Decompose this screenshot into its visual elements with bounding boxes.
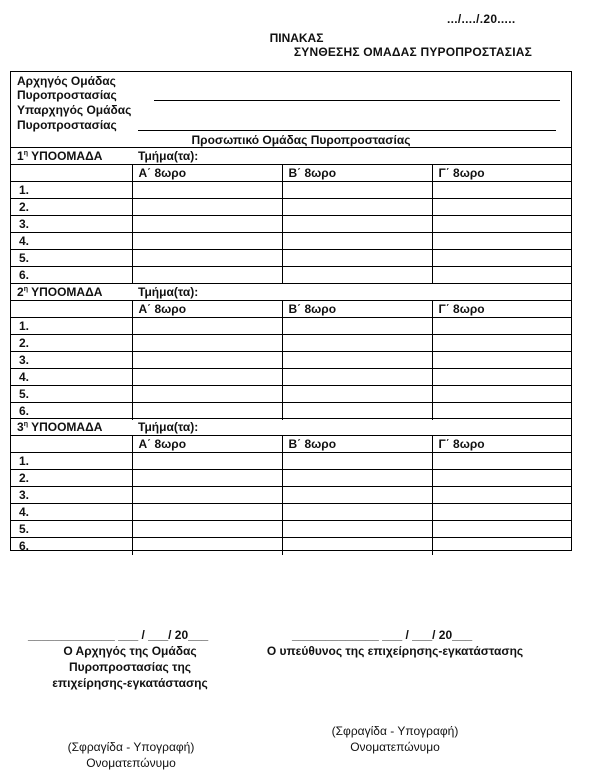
subgroup-table-2 [11, 283, 571, 420]
deputy-label-line2: Πυροπροστασίας [17, 118, 117, 132]
fire-team-form [10, 71, 572, 554]
table-row: 6. [11, 403, 571, 420]
table-row: 2. [11, 470, 571, 487]
table-row: 5. [11, 521, 571, 538]
left-signature-title-line1: Ο Αρχηγός της Ομάδας [63, 644, 197, 658]
shift-b-header: Β΄ 8ωρο [282, 165, 432, 182]
leader-label-line2: Πυροπροστασίας [17, 88, 117, 102]
shift-c-header: Γ΄ 8ωρο [432, 165, 571, 182]
right-signature-title: Ο υπεύθυνος της επιχείρησης-εγκατάστασης [266, 644, 524, 658]
blank-cell [11, 436, 132, 453]
subgroup-heading: $1^\eta$ ΥΠΟΟΜΑΔΑ [11, 148, 132, 165]
table-row: 4. [11, 369, 571, 386]
table-row: 3. [11, 487, 571, 504]
table-row: 5. [11, 386, 571, 403]
table-row: 1. [11, 182, 571, 199]
shift-a-header: Α΄ 8ωρο [132, 165, 282, 182]
table-row: 6. [11, 267, 571, 284]
shift-a-header: Α΄ 8ωρο [132, 301, 282, 318]
table-row: 6. [11, 538, 571, 555]
personnel-title: Προσωπικό Ομάδας Πυροπροστασίας [191, 133, 411, 147]
table-row: 2. [11, 199, 571, 216]
subgroup-table-1 [11, 147, 571, 284]
shift-b-header: Β΄ 8ωρο [282, 436, 432, 453]
section-label: Τμήμα(τα): [132, 148, 571, 165]
table-row: 5. [11, 250, 571, 267]
shift-c-header: Γ΄ 8ωρο [432, 436, 571, 453]
right-stamp-label: (Σφραγίδα - Υπογραφή) [331, 724, 459, 738]
page-subtitle: ΣΥΝΘΕΣΗΣ ΟΜΑΔΑΣ ΠΥΡΟΠΡΟΣΤΑΣΙΑΣ [293, 45, 532, 59]
table-row: 1. [11, 318, 571, 335]
section-label: Τμήμα(τα): [132, 419, 571, 436]
subgroup-table-3 [11, 418, 571, 555]
subgroup-heading: $2^\eta$ ΥΠΟΟΜΑΔΑ [11, 284, 132, 301]
left-stamp-label: (Σφραγίδα - Υπογραφή) [67, 740, 195, 754]
leader-name-line[interactable] [154, 100, 560, 101]
shift-c-header: Γ΄ 8ωρο [432, 301, 571, 318]
deputy-label-line1: Υπαρχηγός Ομάδας [17, 103, 132, 117]
right-name-label: Ονοματεπώνυμο [350, 740, 440, 754]
page-title: ΠΙΝΑΚΑΣ [269, 31, 324, 45]
table-row: 3. [11, 216, 571, 233]
table-row: 4. [11, 233, 571, 250]
table-row: 3. [11, 352, 571, 369]
left-name-label: Ονοματεπώνυμο [86, 756, 176, 770]
shift-b-header: Β΄ 8ωρο [282, 301, 432, 318]
left-signature-title-line3: επιχείρησης-εγκατάστασης [52, 676, 208, 690]
table-row: 1. [11, 453, 571, 470]
shift-a-header: Α΄ 8ωρο [132, 436, 282, 453]
leader-label-line1: Αρχηγός Ομάδας [17, 74, 116, 88]
section-label: Τμήμα(τα): [132, 284, 571, 301]
left-signature-date-line[interactable]: _____________ ___ / ___/ 20___ [28, 628, 209, 642]
deputy-name-line[interactable] [138, 130, 556, 131]
blank-cell [11, 301, 132, 318]
left-signature-title-line2: Πυροπροστασίας της [68, 660, 192, 674]
subgroup-heading: $3^\eta$ ΥΠΟΟΜΑΔΑ [11, 419, 132, 436]
blank-cell [11, 165, 132, 182]
table-row: 2. [11, 335, 571, 352]
right-signature-date-line[interactable]: _____________ ___ / ___/ 20___ [292, 628, 473, 642]
date-field: .../..../.20..... [447, 12, 516, 26]
table-row: 4. [11, 504, 571, 521]
